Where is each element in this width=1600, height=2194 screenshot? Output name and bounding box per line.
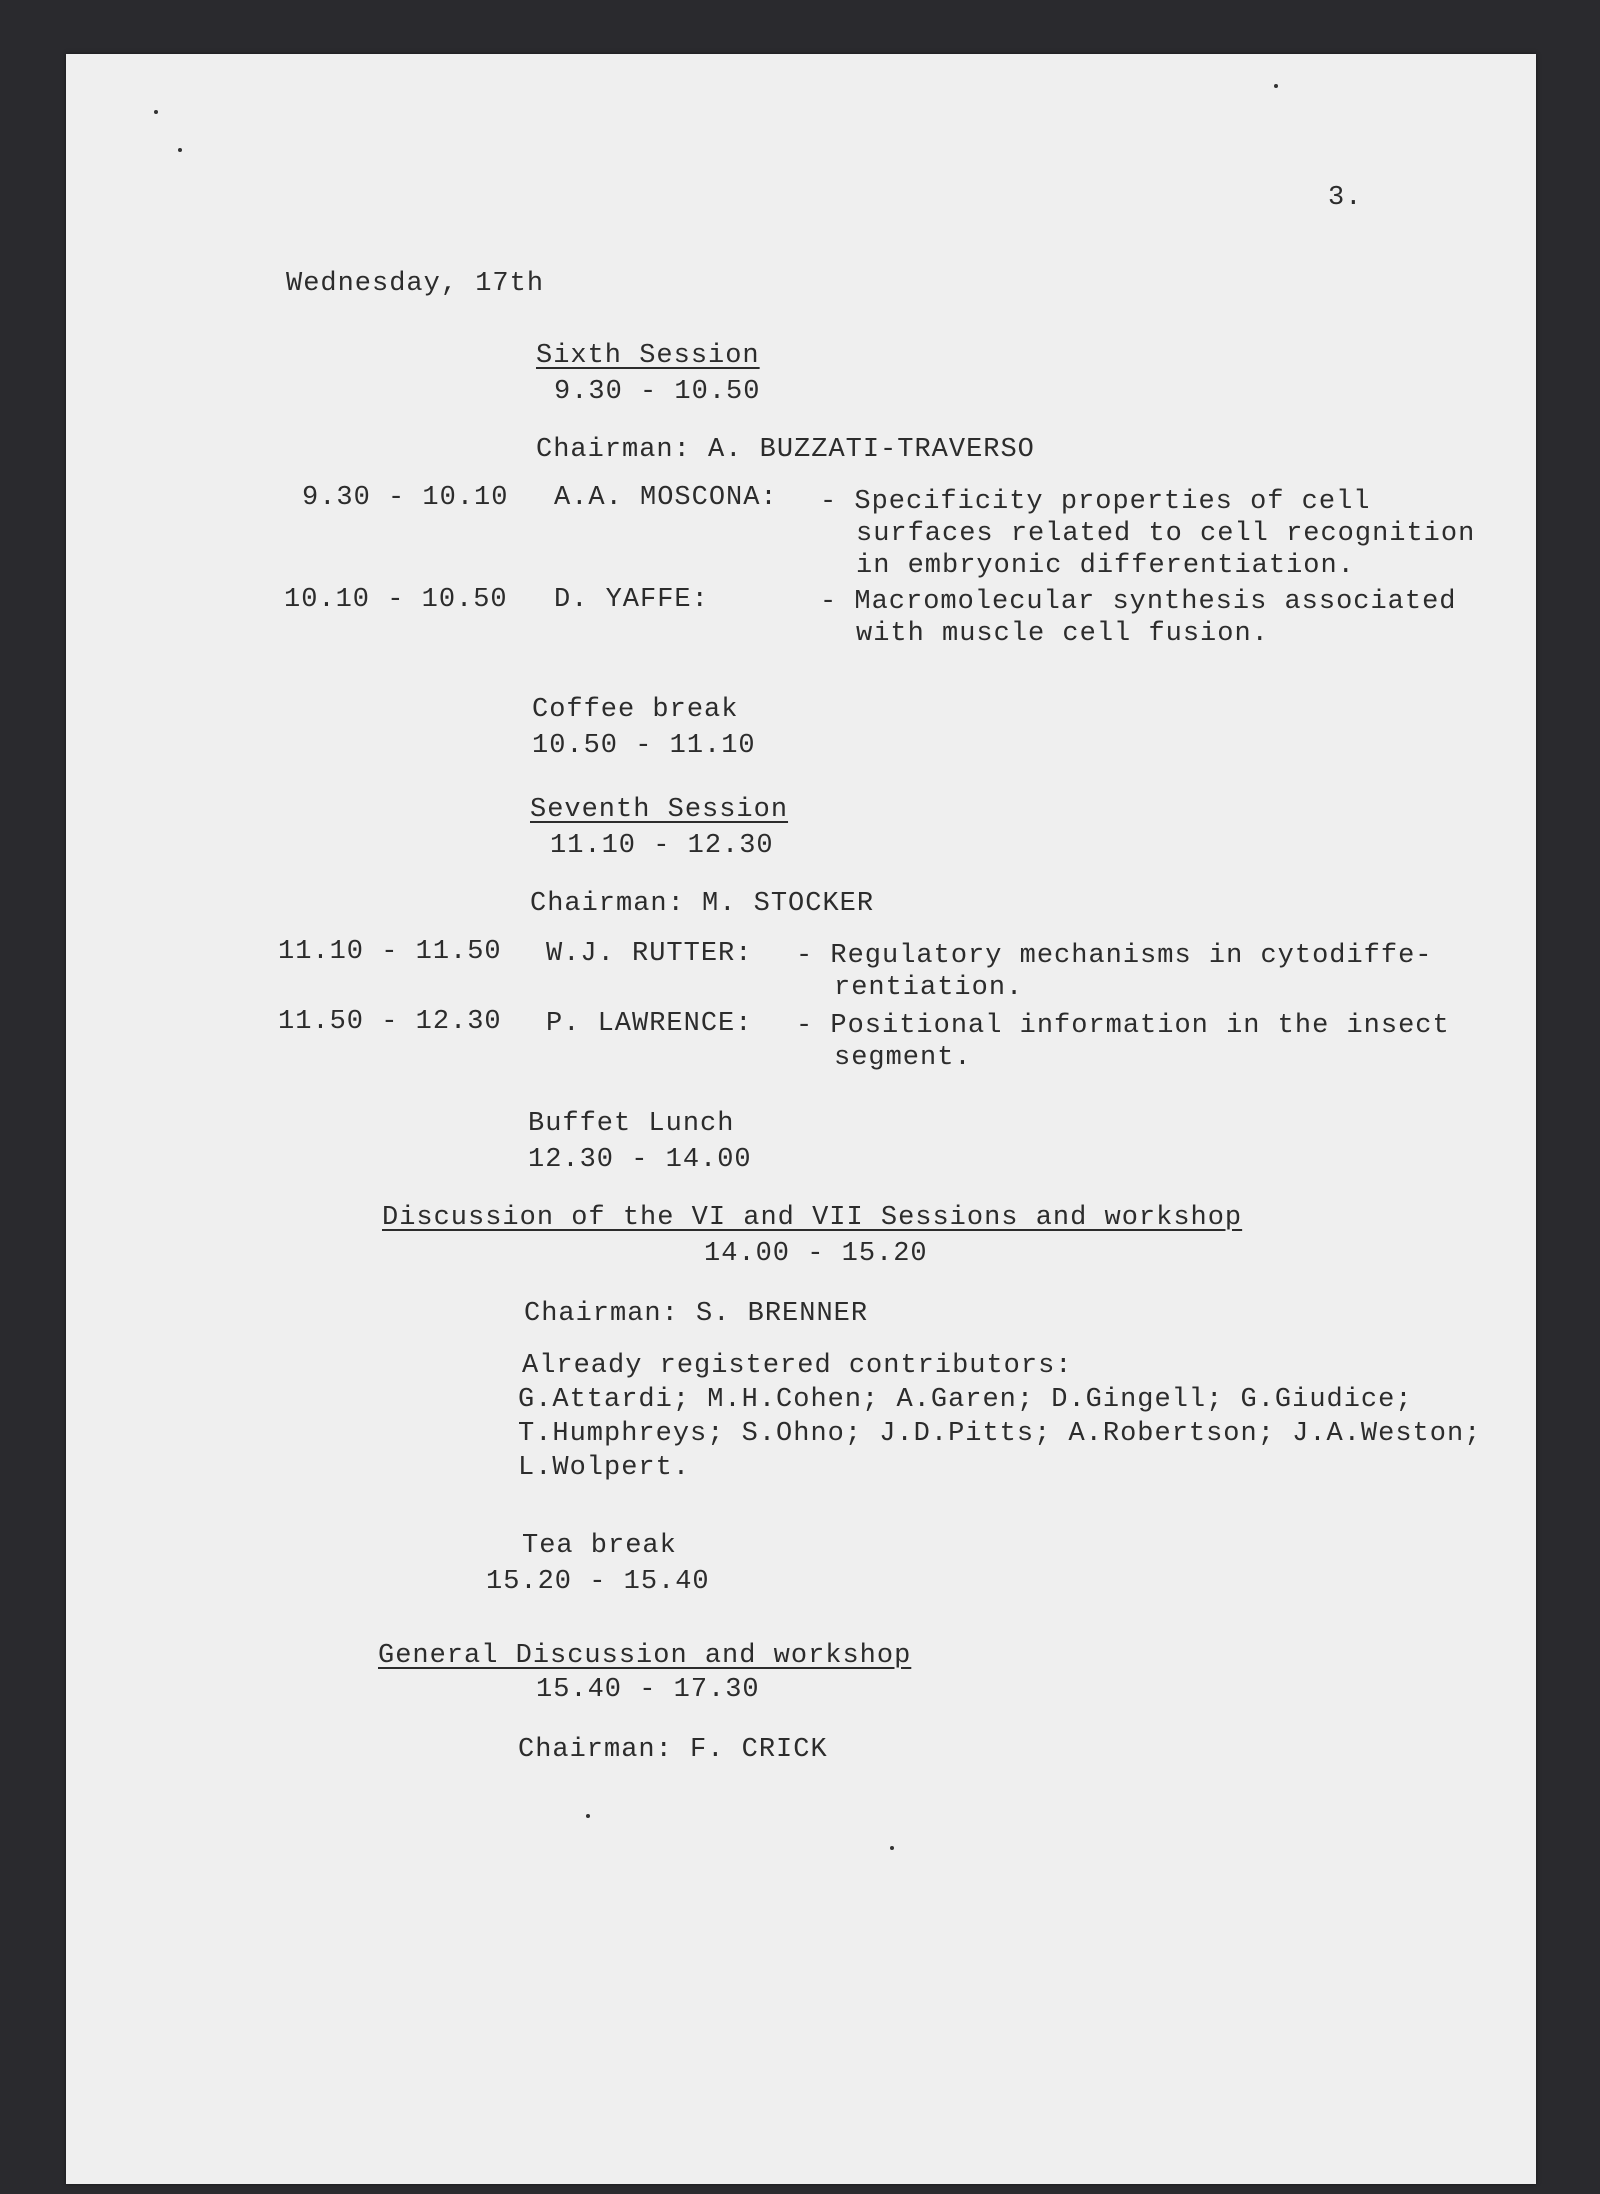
coffee-break-time: 10.50 - 11.10 [532,731,756,761]
contributors-line: G.Attardi; M.H.Cohen; A.Garen; D.Gingell; G.Giudice; [518,1385,1413,1415]
talk-time: 11.50 - 12.30 [278,1007,502,1037]
talk-speaker: W.J. RUTTER: [546,939,753,969]
contributors-heading: Already registered contributors: [522,1351,1073,1381]
paper-speck [178,148,182,152]
talk-title-line: rentiation. [834,973,1024,1003]
sixth-session-title: Sixth Session [536,341,760,371]
seventh-session-time: 11.10 - 12.30 [550,831,774,861]
talk-title-line: - Specificity properties of cell [820,487,1371,517]
general-discussion-chairman: Chairman: F. CRICK [518,1735,828,1765]
paper-speck [1274,84,1278,88]
contributors-line: T.Humphreys; S.Ohno; J.D.Pitts; A.Robertson; J.A.Weston; [518,1419,1482,1449]
talk-speaker: P. LAWRENCE: [546,1009,753,1039]
talk-title-line: with muscle cell fusion. [856,619,1269,649]
page-number: 3. [1328,183,1363,213]
discussion-chairman: Chairman: S. BRENNER [524,1299,869,1329]
talk-speaker: D. YAFFE: [554,585,709,615]
tea-break-time: 15.20 - 15.40 [486,1567,710,1597]
buffet-lunch-label: Buffet Lunch [528,1109,735,1139]
talk-title-line: surfaces related to cell recognition [856,519,1476,549]
contributors-line: L.Wolpert. [518,1453,691,1483]
discussion-title: Discussion of the VI and VII Sessions and workshop [382,1203,1243,1233]
seventh-session-title: Seventh Session [530,795,789,825]
talk-title-line: segment. [834,1043,972,1073]
general-discussion-title: General Discussion and workshop [378,1641,912,1671]
sixth-session-time: 9.30 - 10.50 [554,377,761,407]
talk-title-line: - Regulatory mechanisms in cytodiffe- [796,941,1433,971]
coffee-break-label: Coffee break [532,695,739,725]
paper-speck [154,110,158,114]
talk-title-line: - Macromolecular synthesis associated [820,587,1457,617]
general-discussion-time: 15.40 - 17.30 [536,1675,760,1705]
talk-time: 9.30 - 10.10 [302,483,509,513]
talk-time: 10.10 - 10.50 [284,585,508,615]
talk-speaker: A.A. MOSCONA: [554,483,778,513]
talk-title-line: in embryonic differentiation. [856,551,1355,581]
discussion-time: 14.00 - 15.20 [704,1239,928,1269]
date-heading: Wednesday, 17th [286,269,545,299]
paper-speck [890,1846,894,1850]
buffet-lunch-time: 12.30 - 14.00 [528,1145,752,1175]
seventh-session-chairman: Chairman: M. STOCKER [530,889,875,919]
talk-title-line: - Positional information in the insect [796,1011,1450,1041]
document-page [66,54,1536,2184]
sixth-session-chairman: Chairman: A. BUZZATI-TRAVERSO [536,435,1035,465]
paper-speck [586,1814,590,1818]
tea-break-label: Tea break [522,1531,677,1561]
talk-time: 11.10 - 11.50 [278,937,502,967]
